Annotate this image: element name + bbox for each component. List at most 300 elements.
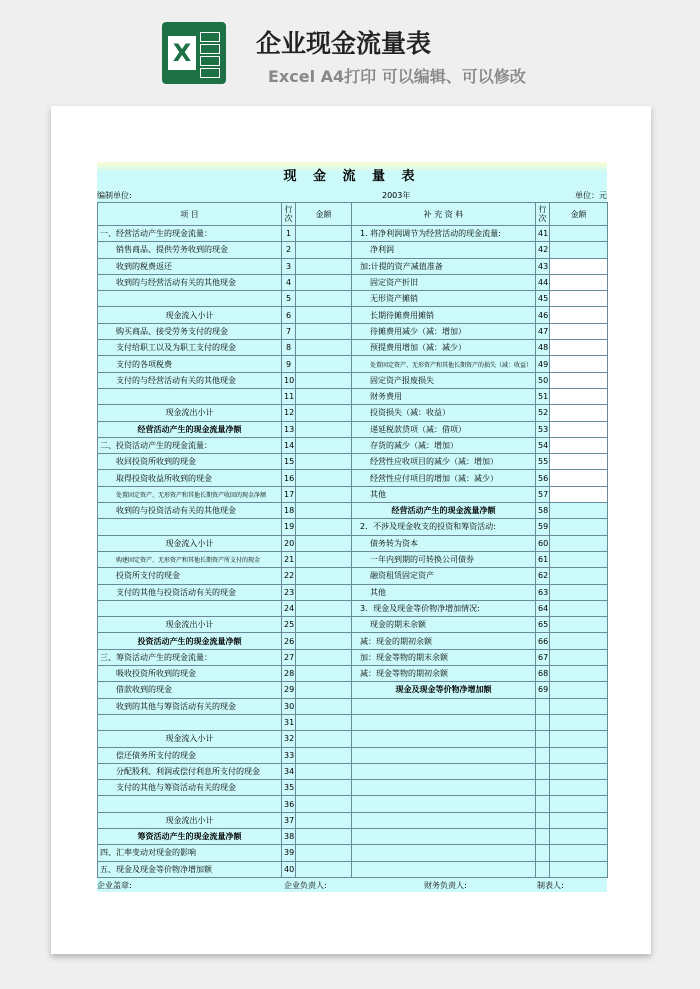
supp-line-number: 57 [536, 486, 550, 502]
line-number: 17 [282, 486, 296, 502]
item-label: 现金流入小计 [98, 535, 282, 551]
item-label [98, 714, 282, 730]
supp-line-number [536, 698, 550, 714]
line-number: 26 [282, 633, 296, 649]
amount-cell[interactable] [296, 796, 352, 812]
amount-cell[interactable] [296, 340, 352, 356]
table-row [98, 568, 608, 584]
line-number: 5 [282, 291, 296, 307]
line-number: 2 [282, 242, 296, 258]
table-row [98, 274, 608, 290]
supp-label: 减：现金等物的期初余额 [352, 666, 536, 682]
col-amount2-header: 金额 [550, 203, 608, 226]
table-row [98, 323, 608, 339]
table-row [98, 682, 608, 698]
table-row [98, 796, 608, 812]
table-row [98, 454, 608, 470]
supp-label: 债务转为资本 [352, 535, 536, 551]
table-row [98, 633, 608, 649]
amount-cell[interactable] [296, 731, 352, 747]
line-number: 31 [282, 714, 296, 730]
item-label [98, 796, 282, 812]
line-number: 13 [282, 421, 296, 437]
line-number: 8 [282, 340, 296, 356]
table-row [98, 828, 608, 844]
supp-line-number [536, 763, 550, 779]
supp-line-number: 65 [536, 617, 550, 633]
amount-cell[interactable] [296, 747, 352, 763]
item-label [98, 388, 282, 404]
supp-amount-cell[interactable] [550, 731, 608, 747]
amount-cell[interactable] [296, 763, 352, 779]
item-label: 处置固定资产、无形资产和其他长期资产收回的现金净额 [98, 486, 282, 502]
supp-label: 财务费用 [352, 388, 536, 404]
line-number: 39 [282, 845, 296, 861]
amount-cell[interactable] [296, 388, 352, 404]
supp-line-number: 52 [536, 405, 550, 421]
amount-cell[interactable] [296, 600, 352, 616]
amount-cell[interactable] [296, 649, 352, 665]
amount-cell[interactable] [296, 503, 352, 519]
supp-amount-cell[interactable] [550, 421, 608, 437]
supp-amount-cell[interactable] [550, 519, 608, 535]
col-line2-header: 行次 [536, 203, 550, 226]
table-header-row [98, 203, 608, 226]
supp-label: 加：现金等物的期末余额 [352, 649, 536, 665]
table-row [98, 731, 608, 747]
item-label: 五、现金及现金等价物净增加额 [98, 861, 282, 877]
supp-amount-cell[interactable] [550, 845, 608, 861]
supp-label: 1. 将净利润调节为经营活动的现金流量: [352, 226, 536, 242]
sheet-meta [97, 188, 607, 202]
line-number: 16 [282, 470, 296, 486]
table-row [98, 291, 608, 307]
amount-cell[interactable] [296, 633, 352, 649]
item-label: 投资活动产生的现金流量净额 [98, 633, 282, 649]
item-label: 现金流出小计 [98, 812, 282, 828]
supp-label: 经营活动产生的现金流量净额 [352, 503, 536, 519]
amount-cell[interactable] [296, 812, 352, 828]
excel-logo-icon: X [162, 22, 226, 84]
supp-label: 3．现金及现金等价物净增加情况: [352, 600, 536, 616]
line-number: 11 [282, 388, 296, 404]
table-row [98, 421, 608, 437]
supp-amount-cell[interactable] [550, 763, 608, 779]
line-number: 22 [282, 568, 296, 584]
supp-line-number [536, 845, 550, 861]
amount-cell[interactable] [296, 454, 352, 470]
supp-amount-cell[interactable] [550, 323, 608, 339]
line-number: 14 [282, 437, 296, 453]
table-row [98, 812, 608, 828]
item-label: 吸收投资所收到的现金 [98, 666, 282, 682]
item-label: 四、汇率变动对现金的影响 [98, 845, 282, 861]
sheet-footer [97, 878, 607, 892]
supp-label: 现金的期末余额 [352, 617, 536, 633]
table-row [98, 437, 608, 453]
sheet-title: 现 金 流 量 表 [97, 162, 607, 188]
line-number: 25 [282, 617, 296, 633]
table-row [98, 649, 608, 665]
supp-label [352, 828, 536, 844]
cash-flow-table [97, 202, 608, 878]
line-number: 33 [282, 747, 296, 763]
amount-cell[interactable] [296, 861, 352, 877]
item-label: 三、筹资活动产生的现金流量： [98, 649, 282, 665]
item-label: 支付给职工以及为职工支付的现金 [98, 340, 282, 356]
preparer-label: 制表人: [537, 880, 564, 890]
amount-cell[interactable] [296, 682, 352, 698]
header [0, 0, 700, 100]
supp-amount-cell[interactable] [550, 861, 608, 877]
item-label: 支付的与经营活动有关的其他现金 [98, 372, 282, 388]
table-row [98, 666, 608, 682]
amount-cell[interactable] [296, 698, 352, 714]
supp-line-number: 53 [536, 421, 550, 437]
item-label: 经营活动产生的现金流量净额 [98, 421, 282, 437]
table-row [98, 242, 608, 258]
supp-line-number [536, 828, 550, 844]
line-number: 23 [282, 584, 296, 600]
supp-label [352, 747, 536, 763]
line-number: 40 [282, 861, 296, 877]
supp-amount-cell[interactable] [550, 274, 608, 290]
table-row [98, 714, 608, 730]
item-label: 现金流出小计 [98, 405, 282, 421]
supp-line-number: 62 [536, 568, 550, 584]
supp-label: 其他 [352, 584, 536, 600]
table-row [98, 503, 608, 519]
supp-line-number [536, 861, 550, 877]
supp-line-number: 56 [536, 470, 550, 486]
supp-label: 处置固定资产、无形资产和其他长期资产的损失（减：收益） [352, 356, 536, 372]
supp-label: 一年内到期的可转换公司债券 [352, 551, 536, 567]
supp-label: 预提费用增加（减：减少） [352, 340, 536, 356]
seal-label: 企业盖章: [97, 880, 132, 890]
line-number: 38 [282, 828, 296, 844]
line-number: 19 [282, 519, 296, 535]
supp-label [352, 780, 536, 796]
item-label: 收到的其他与筹资活动有关的现金 [98, 698, 282, 714]
supp-line-number: 45 [536, 291, 550, 307]
table-row [98, 600, 608, 616]
amount-cell[interactable] [296, 470, 352, 486]
item-label: 筹资活动产生的现金流量净额 [98, 828, 282, 844]
supp-amount-cell[interactable] [550, 291, 608, 307]
item-label: 支付的各项税费 [98, 356, 282, 372]
item-label: 取得投资收益所收到的现金 [98, 470, 282, 486]
supp-line-number: 63 [536, 584, 550, 600]
supp-line-number: 67 [536, 649, 550, 665]
supp-amount-cell[interactable] [550, 503, 608, 519]
line-number: 37 [282, 812, 296, 828]
supp-label: 经营性应收项目的减少（减：增加） [352, 454, 536, 470]
supp-amount-cell[interactable] [550, 486, 608, 502]
table-row [98, 356, 608, 372]
line-number: 9 [282, 356, 296, 372]
supp-amount-cell[interactable] [550, 698, 608, 714]
item-label: 投资所支付的现金 [98, 568, 282, 584]
item-label: 偿还债务所支付的现金 [98, 747, 282, 763]
col-line-header: 行次 [282, 203, 296, 226]
amount-cell[interactable] [296, 437, 352, 453]
supp-label: 现金及现金等价物净增加额 [352, 682, 536, 698]
item-label: 销售商品、提供劳务收到的现金 [98, 242, 282, 258]
table-row [98, 861, 608, 877]
supp-line-number: 58 [536, 503, 550, 519]
supp-line-number: 59 [536, 519, 550, 535]
supp-amount-cell[interactable] [550, 242, 608, 258]
supp-label: 无形资产摊销 [352, 291, 536, 307]
supp-line-number: 48 [536, 340, 550, 356]
item-label [98, 519, 282, 535]
currency-unit: 单位：元 [575, 191, 607, 200]
year-label: 2003年 [382, 191, 411, 200]
table-row [98, 535, 608, 551]
line-number: 35 [282, 780, 296, 796]
item-label: 购买商品、接受劳务支付的现金 [98, 323, 282, 339]
amount-cell[interactable] [296, 226, 352, 242]
amount-cell[interactable] [296, 307, 352, 323]
supp-amount-cell[interactable] [550, 633, 608, 649]
line-number: 6 [282, 307, 296, 323]
amount-cell[interactable] [296, 323, 352, 339]
supp-line-number: 51 [536, 388, 550, 404]
supp-line-number: 61 [536, 551, 550, 567]
supp-line-number: 41 [536, 226, 550, 242]
supp-line-number: 60 [536, 535, 550, 551]
amount-cell[interactable] [296, 274, 352, 290]
line-number: 36 [282, 796, 296, 812]
table-row [98, 845, 608, 861]
supp-label: 经营性应付项目的增加（减：减少） [352, 470, 536, 486]
supp-line-number [536, 747, 550, 763]
amount-cell[interactable] [296, 519, 352, 535]
amount-cell[interactable] [296, 535, 352, 551]
supp-amount-cell[interactable] [550, 372, 608, 388]
table-row [98, 405, 608, 421]
supp-label [352, 763, 536, 779]
supp-amount-cell[interactable] [550, 568, 608, 584]
col-supp-header: 补 充 资 料 [352, 203, 536, 226]
supp-label: 加:计提的资产减值准备 [352, 258, 536, 274]
supp-label [352, 861, 536, 877]
line-number: 32 [282, 731, 296, 747]
supp-amount-cell[interactable] [550, 747, 608, 763]
item-label: 一、经营活动产生的现金流量： [98, 226, 282, 242]
table-row [98, 617, 608, 633]
supp-label [352, 731, 536, 747]
table-row [98, 519, 608, 535]
supp-amount-cell[interactable] [550, 405, 608, 421]
amount-cell[interactable] [296, 845, 352, 861]
line-number: 10 [282, 372, 296, 388]
supp-line-number [536, 812, 550, 828]
line-number: 34 [282, 763, 296, 779]
table-row [98, 258, 608, 274]
amount-cell[interactable] [296, 291, 352, 307]
item-label [98, 291, 282, 307]
supp-line-number: 42 [536, 242, 550, 258]
amount-cell[interactable] [296, 405, 352, 421]
col-item-header: 项 目 [98, 203, 282, 226]
supp-amount-cell[interactable] [550, 454, 608, 470]
supp-amount-cell[interactable] [550, 666, 608, 682]
supp-line-number: 49 [536, 356, 550, 372]
supp-line-number: 46 [536, 307, 550, 323]
supp-line-number: 47 [536, 323, 550, 339]
supp-label: 投资损失（减：收益） [352, 405, 536, 421]
line-number: 18 [282, 503, 296, 519]
item-label: 收到的与经营活动有关的其他现金 [98, 274, 282, 290]
item-label: 收到的税费返还 [98, 258, 282, 274]
table-row [98, 470, 608, 486]
supp-amount-cell[interactable] [550, 812, 608, 828]
supp-amount-cell[interactable] [550, 551, 608, 567]
supp-line-number: 68 [536, 666, 550, 682]
amount-cell[interactable] [296, 551, 352, 567]
supp-amount-cell[interactable] [550, 600, 608, 616]
amount-cell[interactable] [296, 828, 352, 844]
supp-amount-cell[interactable] [550, 617, 608, 633]
table-row [98, 226, 608, 242]
line-number: 20 [282, 535, 296, 551]
item-label: 支付的其他与筹资活动有关的现金 [98, 780, 282, 796]
supp-line-number: 66 [536, 633, 550, 649]
line-number: 30 [282, 698, 296, 714]
amount-cell[interactable] [296, 421, 352, 437]
amount-cell[interactable] [296, 584, 352, 600]
line-number: 15 [282, 454, 296, 470]
supp-line-number: 69 [536, 682, 550, 698]
supp-amount-cell[interactable] [550, 470, 608, 486]
supp-label [352, 796, 536, 812]
item-label: 收回投资所收到的现金 [98, 454, 282, 470]
supp-line-number: 54 [536, 437, 550, 453]
supp-label: 融资租赁固定资产 [352, 568, 536, 584]
supp-line-number: 44 [536, 274, 550, 290]
supp-label: 净利润 [352, 242, 536, 258]
amount-cell[interactable] [296, 617, 352, 633]
item-label: 二、投资活动产生的现金流量： [98, 437, 282, 453]
supp-label [352, 698, 536, 714]
amount-cell[interactable] [296, 372, 352, 388]
supp-line-number: 55 [536, 454, 550, 470]
table-row [98, 698, 608, 714]
table-row [98, 340, 608, 356]
finance-label: 财务负责人: [424, 880, 467, 890]
item-label: 借款收到的现金 [98, 682, 282, 698]
line-number: 27 [282, 649, 296, 665]
line-number: 24 [282, 600, 296, 616]
amount-cell[interactable] [296, 568, 352, 584]
supp-label: 存货的减少（减：增加） [352, 437, 536, 453]
table-row [98, 747, 608, 763]
line-number: 1 [282, 226, 296, 242]
item-label: 购建固定资产、无形资产和其他长期资产所支付的现金 [98, 551, 282, 567]
line-number: 21 [282, 551, 296, 567]
supp-line-number: 43 [536, 258, 550, 274]
supp-amount-cell[interactable] [550, 340, 608, 356]
supp-line-number [536, 731, 550, 747]
line-number: 4 [282, 274, 296, 290]
supp-label: 减：现金的期初余额 [352, 633, 536, 649]
supp-label: 其他 [352, 486, 536, 502]
line-number: 28 [282, 666, 296, 682]
item-label: 收到的与投资活动有关的其他现金 [98, 503, 282, 519]
supp-amount-cell[interactable] [550, 437, 608, 453]
cash-flow-sheet [97, 162, 607, 892]
supp-line-number: 50 [536, 372, 550, 388]
supp-amount-cell[interactable] [550, 258, 608, 274]
table-row [98, 372, 608, 388]
supp-label [352, 812, 536, 828]
amount-cell[interactable] [296, 666, 352, 682]
supp-label [352, 845, 536, 861]
item-label: 现金流出小计 [98, 617, 282, 633]
supp-amount-cell[interactable] [550, 796, 608, 812]
supp-amount-cell[interactable] [550, 388, 608, 404]
table-row [98, 388, 608, 404]
table-row [98, 307, 608, 323]
table-row [98, 584, 608, 600]
item-label: 分配股利、利润或偿付利息所支付的现金 [98, 763, 282, 779]
amount-cell[interactable] [296, 356, 352, 372]
amount-cell[interactable] [296, 258, 352, 274]
supp-label: 2．不涉及现金收支的投资和筹资活动: [352, 519, 536, 535]
supp-label: 长期待摊费用摊销 [352, 307, 536, 323]
item-label: 现金流入小计 [98, 307, 282, 323]
col-amount-header: 金额 [296, 203, 352, 226]
manager-label: 企业负责人: [284, 880, 327, 890]
item-label [98, 600, 282, 616]
supp-amount-cell[interactable] [550, 649, 608, 665]
supp-label: 固定资产折旧 [352, 274, 536, 290]
supp-amount-cell[interactable] [550, 356, 608, 372]
amount-cell[interactable] [296, 242, 352, 258]
supp-label [352, 714, 536, 730]
table-row [98, 551, 608, 567]
line-number: 29 [282, 682, 296, 698]
supp-amount-cell[interactable] [550, 828, 608, 844]
supp-label: 固定资产报废损失 [352, 372, 536, 388]
unit-label: 编制单位: [97, 191, 132, 200]
supp-amount-cell[interactable] [550, 714, 608, 730]
supp-line-number [536, 796, 550, 812]
page-subtitle: Excel A4打印 可以编辑、可以修改 [268, 67, 526, 86]
supp-amount-cell[interactable] [550, 307, 608, 323]
supp-amount-cell[interactable] [550, 535, 608, 551]
supp-amount-cell[interactable] [550, 780, 608, 796]
supp-label: 待摊费用减少（减：增加） [352, 323, 536, 339]
table-row [98, 763, 608, 779]
amount-cell[interactable] [296, 780, 352, 796]
page-title: 企业现金流量表 [256, 29, 432, 58]
supp-amount-cell[interactable] [550, 584, 608, 600]
supp-amount-cell[interactable] [550, 682, 608, 698]
amount-cell[interactable] [296, 714, 352, 730]
amount-cell[interactable] [296, 486, 352, 502]
item-label: 现金流入小计 [98, 731, 282, 747]
supp-amount-cell[interactable] [550, 226, 608, 242]
supp-line-number [536, 780, 550, 796]
line-number: 7 [282, 323, 296, 339]
supp-line-number [536, 714, 550, 730]
supp-line-number: 64 [536, 600, 550, 616]
table-row [98, 780, 608, 796]
table-row [98, 486, 608, 502]
line-number: 12 [282, 405, 296, 421]
